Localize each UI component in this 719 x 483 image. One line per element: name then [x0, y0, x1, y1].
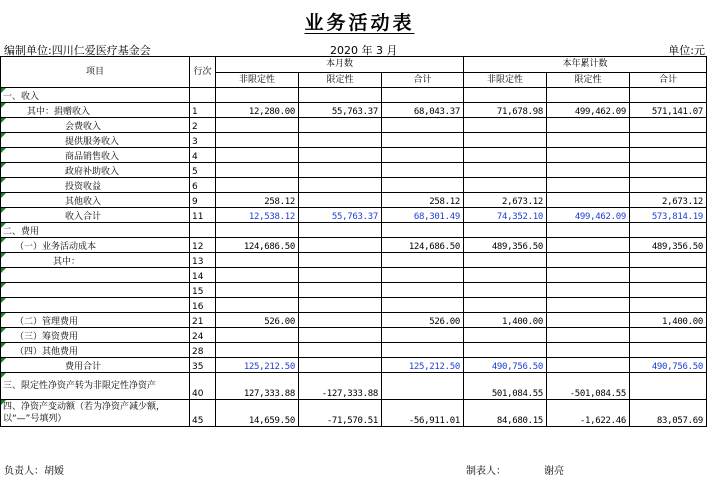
cell-cm-unrestricted — [216, 118, 299, 133]
cell-yt-restricted — [547, 178, 630, 193]
report-title: 业务活动表 — [304, 12, 415, 34]
cell-cm-restricted: 55,763.37 — [299, 208, 382, 223]
cell-cm-total: 68,301.49 — [382, 208, 464, 223]
row-label: （一）业务活动成本 — [1, 238, 190, 253]
row-label: 四、净资产变动额（若为净资产减少额，以“—”号填列） — [1, 400, 190, 427]
header-cm-restricted: 限定性 — [299, 72, 382, 88]
row-label: 政府补助收入 — [1, 163, 190, 178]
row-label — [1, 298, 190, 313]
cell-cm-restricted — [299, 118, 382, 133]
table-row — [1, 208, 707, 223]
row-line-number: 4 — [190, 148, 216, 163]
cell-yt-total: 83,057.69 — [630, 400, 707, 427]
row-line-number: 14 — [190, 268, 216, 283]
cell-cm-unrestricted — [216, 283, 299, 298]
cell-cm-restricted — [299, 148, 382, 163]
cell-yt-unrestricted — [464, 163, 547, 178]
cell-cm-restricted: -71,570.51 — [299, 400, 382, 427]
cell-yt-total: 2,673.12 — [630, 193, 707, 208]
cell-cm-total — [382, 298, 464, 313]
cell-yt-restricted — [547, 268, 630, 283]
table-row — [1, 268, 707, 283]
cell-cm-restricted — [299, 178, 382, 193]
table-row — [1, 103, 707, 118]
cell-cm-unrestricted — [216, 223, 299, 238]
cell-yt-unrestricted: 84,680.15 — [464, 400, 547, 427]
cell-cm-total: 125,212.50 — [382, 358, 464, 373]
cell-cm-unrestricted: 526.00 — [216, 313, 299, 328]
cell-cm-unrestricted — [216, 178, 299, 193]
cell-yt-total — [630, 343, 707, 358]
row-line-number: 11 — [190, 208, 216, 223]
header-current-month: 本月数 — [216, 57, 464, 73]
cell-cm-total: 526.00 — [382, 313, 464, 328]
cell-yt-total: 573,814.19 — [630, 208, 707, 223]
row-line-number — [190, 88, 216, 103]
row-label: 其中：捐赠收入 — [1, 103, 190, 118]
cell-yt-restricted: 499,462.09 — [547, 208, 630, 223]
cell-cm-total — [382, 283, 464, 298]
cell-yt-restricted — [547, 343, 630, 358]
cell-cm-restricted — [299, 313, 382, 328]
cell-yt-restricted — [547, 133, 630, 148]
row-label: （四）其他费用 — [1, 343, 190, 358]
cell-yt-unrestricted — [464, 253, 547, 268]
cell-cm-total: 68,043.37 — [382, 103, 464, 118]
cell-yt-restricted — [547, 163, 630, 178]
cell-cm-total — [382, 163, 464, 178]
cell-cm-total — [382, 178, 464, 193]
cell-yt-unrestricted — [464, 328, 547, 343]
cell-yt-total — [630, 328, 707, 343]
cell-yt-total: 489,356.50 — [630, 238, 707, 253]
cell-cm-unrestricted — [216, 328, 299, 343]
row-label: （三）筹资费用 — [1, 328, 190, 343]
row-line-number: 40 — [190, 373, 216, 400]
cell-cm-total — [382, 133, 464, 148]
cell-yt-unrestricted — [464, 343, 547, 358]
cell-yt-restricted: -1,622.46 — [547, 400, 630, 427]
row-line-number: 21 — [190, 313, 216, 328]
cell-yt-restricted — [547, 223, 630, 238]
cell-yt-unrestricted — [464, 283, 547, 298]
cell-cm-unrestricted: 258.12 — [216, 193, 299, 208]
cell-yt-restricted: -501,084.55 — [547, 373, 630, 400]
table-row — [1, 148, 707, 163]
cell-cm-restricted — [299, 343, 382, 358]
cell-cm-total: 124,686.50 — [382, 238, 464, 253]
cell-cm-restricted — [299, 193, 382, 208]
cell-cm-unrestricted — [216, 268, 299, 283]
activity-statement-table — [0, 56, 707, 427]
cell-cm-unrestricted: 14,659.50 — [216, 400, 299, 427]
row-label: 投资收益 — [1, 178, 190, 193]
organization-name: 编制单位:四川仁爱医疗基金会 — [4, 44, 151, 57]
cell-yt-unrestricted: 2,673.12 — [464, 193, 547, 208]
cell-yt-restricted — [547, 253, 630, 268]
row-line-number — [190, 223, 216, 238]
row-line-number: 45 — [190, 400, 216, 427]
cell-cm-total — [382, 373, 464, 400]
cell-yt-restricted — [547, 298, 630, 313]
cell-yt-total — [630, 283, 707, 298]
cell-cm-unrestricted — [216, 343, 299, 358]
cell-yt-restricted — [547, 313, 630, 328]
cell-yt-total — [630, 88, 707, 103]
cell-cm-restricted — [299, 223, 382, 238]
cell-yt-restricted — [547, 148, 630, 163]
cell-yt-unrestricted — [464, 268, 547, 283]
header-yt-unrestricted: 非限定性 — [464, 72, 547, 88]
row-line-number: 24 — [190, 328, 216, 343]
row-line-number: 9 — [190, 193, 216, 208]
cell-yt-unrestricted — [464, 148, 547, 163]
cell-cm-unrestricted — [216, 148, 299, 163]
row-line-number: 12 — [190, 238, 216, 253]
cell-cm-unrestricted: 12,280.00 — [216, 103, 299, 118]
cell-cm-total — [382, 268, 464, 283]
cell-cm-total — [382, 148, 464, 163]
row-label: 一、收入 — [1, 88, 190, 103]
row-line-number: 1 — [190, 103, 216, 118]
row-label: 费用合计 — [1, 358, 190, 373]
cell-yt-unrestricted — [464, 223, 547, 238]
header-item: 项目 — [1, 57, 190, 88]
row-line-number: 2 — [190, 118, 216, 133]
cell-cm-total — [382, 88, 464, 103]
cell-yt-unrestricted: 71,678.98 — [464, 103, 547, 118]
preparer-name: 谢亮 — [544, 466, 564, 477]
row-line-number: 13 — [190, 253, 216, 268]
row-label: 收入合计 — [1, 208, 190, 223]
cell-cm-total — [382, 343, 464, 358]
cell-yt-unrestricted: 490,756.50 — [464, 358, 547, 373]
currency-unit: 单位:元 — [668, 44, 705, 57]
table-row — [1, 298, 707, 313]
report-period: 2020 年 3 月 — [330, 44, 398, 57]
cell-yt-total — [630, 223, 707, 238]
cell-cm-restricted — [299, 253, 382, 268]
cell-cm-unrestricted — [216, 88, 299, 103]
cell-cm-total — [382, 328, 464, 343]
cell-yt-total: 490,756.50 — [630, 358, 707, 373]
row-label: 会费收入 — [1, 118, 190, 133]
responsible-person: 负责人：胡嫒 — [4, 466, 64, 477]
table-row — [1, 328, 707, 343]
header-year-to-date: 本年累计数 — [464, 57, 707, 73]
cell-yt-restricted — [547, 118, 630, 133]
cell-yt-total: 571,141.07 — [630, 103, 707, 118]
table-row — [1, 343, 707, 358]
cell-yt-total — [630, 148, 707, 163]
cell-cm-unrestricted — [216, 163, 299, 178]
header-cm-total: 合计 — [382, 72, 464, 88]
cell-yt-total — [630, 298, 707, 313]
row-line-number: 35 — [190, 358, 216, 373]
header-cm-unrestricted: 非限定性 — [216, 72, 299, 88]
cell-cm-unrestricted: 12,538.12 — [216, 208, 299, 223]
table-row — [1, 193, 707, 208]
table-row — [1, 223, 707, 238]
row-line-number: 5 — [190, 163, 216, 178]
cell-cm-restricted — [299, 298, 382, 313]
table-body — [1, 88, 707, 427]
cell-cm-total — [382, 118, 464, 133]
cell-cm-restricted — [299, 133, 382, 148]
cell-yt-total — [630, 178, 707, 193]
cell-yt-unrestricted — [464, 178, 547, 193]
cell-yt-restricted — [547, 283, 630, 298]
cell-yt-unrestricted — [464, 298, 547, 313]
cell-cm-restricted — [299, 268, 382, 283]
cell-yt-restricted — [547, 238, 630, 253]
table-row — [1, 133, 707, 148]
row-label: 三、限定性净资产转为非限定性净资产 — [1, 373, 190, 400]
cell-yt-unrestricted — [464, 88, 547, 103]
cell-cm-restricted — [299, 358, 382, 373]
table-row — [1, 313, 707, 328]
cell-yt-unrestricted — [464, 118, 547, 133]
cell-yt-restricted — [547, 328, 630, 343]
table-row — [1, 88, 707, 103]
cell-cm-restricted — [299, 88, 382, 103]
cell-yt-unrestricted: 489,356.50 — [464, 238, 547, 253]
cell-cm-unrestricted: 124,686.50 — [216, 238, 299, 253]
cell-yt-restricted — [547, 193, 630, 208]
cell-cm-restricted — [299, 328, 382, 343]
cell-cm-restricted — [299, 238, 382, 253]
header-line: 行次 — [190, 57, 216, 88]
cell-yt-restricted: 499,462.09 — [547, 103, 630, 118]
table-row — [1, 238, 707, 253]
cell-cm-restricted: 55,763.37 — [299, 103, 382, 118]
cell-yt-total — [630, 163, 707, 178]
table-row — [1, 373, 707, 400]
row-label: 其他收入 — [1, 193, 190, 208]
cell-cm-total: -56,911.01 — [382, 400, 464, 427]
cell-cm-unrestricted — [216, 253, 299, 268]
cell-yt-unrestricted: 74,352.10 — [464, 208, 547, 223]
cell-cm-restricted: -127,333.88 — [299, 373, 382, 400]
row-label — [1, 268, 190, 283]
table-row — [1, 358, 707, 373]
table-row — [1, 400, 707, 427]
row-line-number: 16 — [190, 298, 216, 313]
cell-yt-total — [630, 253, 707, 268]
cell-cm-unrestricted — [216, 133, 299, 148]
cell-cm-restricted — [299, 163, 382, 178]
row-label — [1, 283, 190, 298]
cell-cm-total — [382, 223, 464, 238]
cell-yt-total: 1,400.00 — [630, 313, 707, 328]
cell-cm-unrestricted — [216, 298, 299, 313]
table-row — [1, 163, 707, 178]
cell-cm-total: 258.12 — [382, 193, 464, 208]
cell-yt-unrestricted: 1,400.00 — [464, 313, 547, 328]
row-line-number: 6 — [190, 178, 216, 193]
table-row — [1, 253, 707, 268]
table-row — [1, 283, 707, 298]
cell-yt-total — [630, 118, 707, 133]
cell-cm-unrestricted: 125,212.50 — [216, 358, 299, 373]
row-label: 提供服务收入 — [1, 133, 190, 148]
cell-yt-restricted — [547, 358, 630, 373]
row-line-number: 15 — [190, 283, 216, 298]
row-label: 商品销售收入 — [1, 148, 190, 163]
row-line-number: 28 — [190, 343, 216, 358]
cell-yt-total — [630, 373, 707, 400]
cell-yt-total — [630, 133, 707, 148]
header-yt-restricted: 限定性 — [547, 72, 630, 88]
preparer-label: 制表人： — [466, 466, 506, 477]
cell-yt-unrestricted — [464, 133, 547, 148]
header-yt-total: 合计 — [630, 72, 707, 88]
cell-cm-total — [382, 253, 464, 268]
table-row — [1, 118, 707, 133]
cell-cm-restricted — [299, 283, 382, 298]
cell-yt-total — [630, 268, 707, 283]
row-label: 二、费用 — [1, 223, 190, 238]
row-label: （二）管理费用 — [1, 313, 190, 328]
table-row — [1, 178, 707, 193]
cell-yt-unrestricted: 501,084.55 — [464, 373, 547, 400]
cell-cm-unrestricted: 127,333.88 — [216, 373, 299, 400]
row-label: 其中： — [1, 253, 190, 268]
row-line-number: 3 — [190, 133, 216, 148]
cell-yt-restricted — [547, 88, 630, 103]
